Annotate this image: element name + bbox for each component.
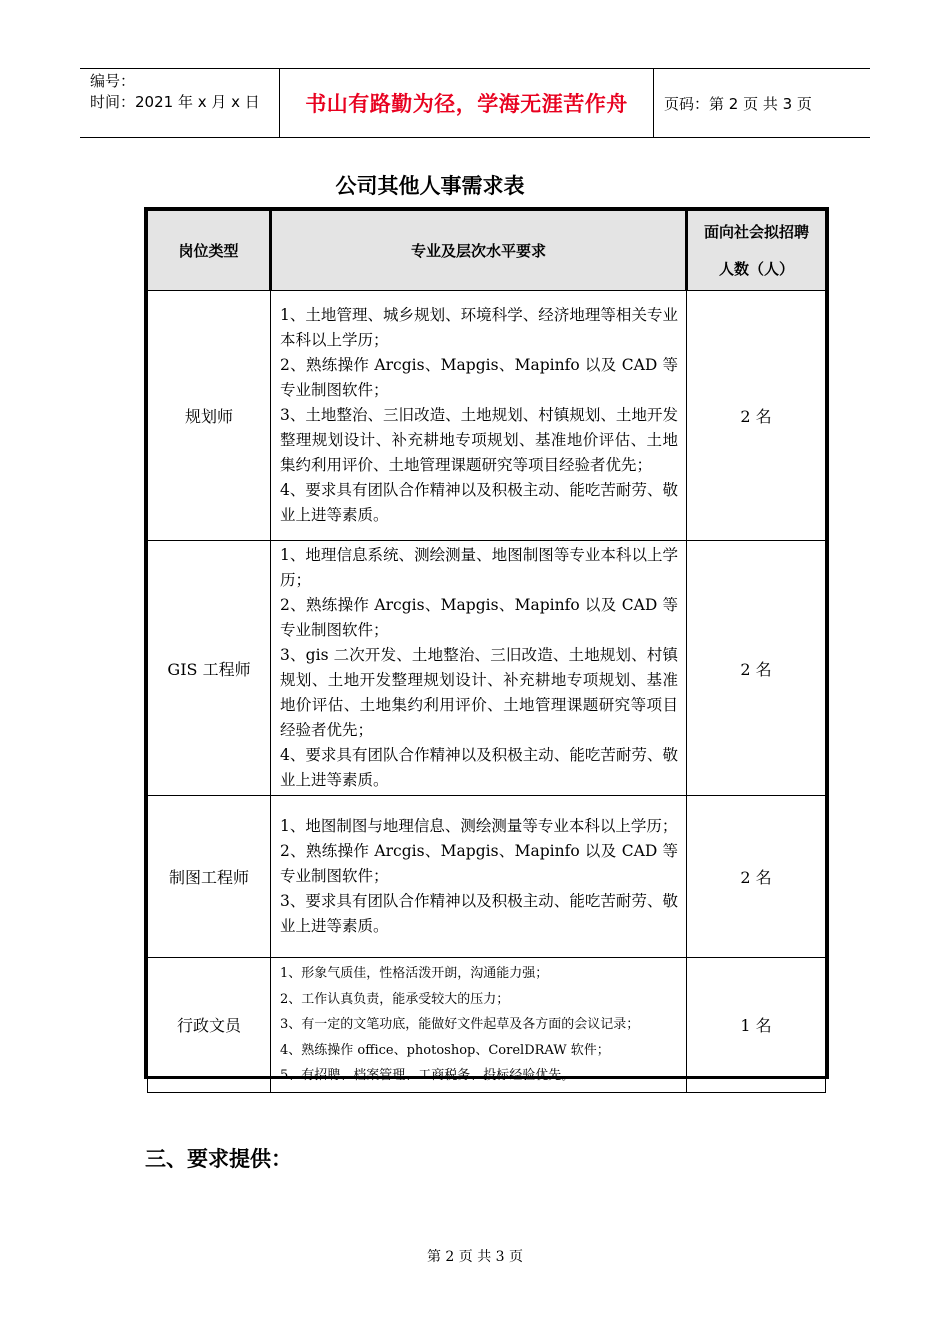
- section-heading: 三、要求提供：: [145, 1147, 292, 1171]
- count-cell: 2 名: [687, 796, 826, 958]
- personnel-table: [144, 207, 829, 1083]
- requirement-item: 1、地图制图与地理信息、测绘测量等专业本科以上学历；: [280, 817, 678, 835]
- count-cell: 2 名: [687, 541, 826, 796]
- position-cell: 行政文员: [148, 958, 271, 1093]
- requirement-item: 3、土地整治、三旧改造、土地规划、村镇规划、土地开发整理规划设计、补充耕地专项规划、基准地价评估、土地集约利用评价、土地管理课题研究等项目经验者优先；: [280, 406, 678, 474]
- requirements-cell: [271, 291, 687, 541]
- table-row: [148, 541, 826, 796]
- number-label: 编号：: [90, 72, 136, 90]
- position-cell: 规划师: [148, 291, 271, 541]
- requirements-cell: [271, 958, 687, 1093]
- header-requirements: 专业及层次水平要求: [271, 211, 687, 291]
- time-label: 时间：2021 年 x 月 x 日: [90, 93, 260, 111]
- page-header: [80, 68, 870, 138]
- requirement-item: 4、要求具有团队合作精神以及积极主动、能吃苦耐劳、敬业上进等素质。: [280, 746, 678, 789]
- requirement-item: 2、熟练操作 Arcgis、Mapgis、Mapinfo 以及 CAD 等专业制图软件；: [280, 842, 678, 885]
- table-row: [148, 958, 826, 1093]
- requirement-item: 2、熟练操作 Arcgis、Mapgis、Mapinfo 以及 CAD 等专业制图软件；: [280, 596, 678, 639]
- header-meta: [80, 69, 280, 137]
- requirement-item: 3、有一定的文笔功底，能做好文件起草及各方面的会议记录；: [280, 1017, 640, 1032]
- position-cell: GIS 工程师: [148, 541, 271, 796]
- header-count-line1: 面向社会拟招聘: [703, 222, 809, 241]
- requirement-item: 5、有招聘、档案管理、工商税务、投标经验优先。: [280, 1068, 575, 1083]
- document-title: 公司其他人事需求表: [335, 174, 525, 198]
- requirement-item: 3、要求具有团队合作精神以及积极主动、能吃苦耐劳、敬业上进等素质。: [280, 892, 678, 935]
- requirement-item: 2、工作认真负责，能承受较大的压力；: [280, 991, 510, 1007]
- table-row: [148, 291, 826, 541]
- header-page-info: 页码：第 2 页 共 3 页: [664, 94, 812, 113]
- header-count: [687, 211, 826, 291]
- requirement-item: 2、熟练操作 Arcgis、Mapgis、Mapinfo 以及 CAD 等专业制图软件；: [280, 356, 678, 399]
- requirement-item: 1、形象气质佳，性格活泼开朗，沟通能力强；: [280, 966, 549, 981]
- requirement-item: 4、要求具有团队合作精神以及积极主动、能吃苦耐劳、敬业上进等素质。: [280, 481, 678, 524]
- requirement-item: 1、土地管理、城乡规划、环境科学、经济地理等相关专业本科以上学历；: [280, 306, 678, 349]
- table-row: [148, 796, 826, 958]
- header-position: 岗位类型: [148, 211, 271, 291]
- requirement-item: 1、地理信息系统、测绘测量、地图制图等专业本科以上学历；: [280, 546, 678, 589]
- requirements-cell: [271, 796, 687, 958]
- requirement-item: 4、熟练操作 office、photoshop、CorelDRAW 软件；: [280, 1042, 610, 1058]
- count-cell: 2 名: [687, 291, 826, 541]
- page-footer: 第 2 页 共 3 页: [426, 1249, 524, 1265]
- count-cell: 1 名: [687, 958, 826, 1093]
- position-cell: 制图工程师: [148, 796, 271, 958]
- requirement-item: 3、gis 二次开发、土地整治、三旧改造、土地规划、村镇规划、土地开发整理规划设计、补充耕地专项规划、基准地价评估、土地集约利用评价、土地管理课题研究等项目经验者优先；: [280, 646, 678, 739]
- header-count-line2: 人数（人）: [718, 259, 794, 278]
- header-motto: 书山有路勤为径，学海无涯苦作舟: [280, 69, 654, 137]
- table-header-row: [148, 211, 826, 291]
- requirements-cell: [271, 541, 687, 796]
